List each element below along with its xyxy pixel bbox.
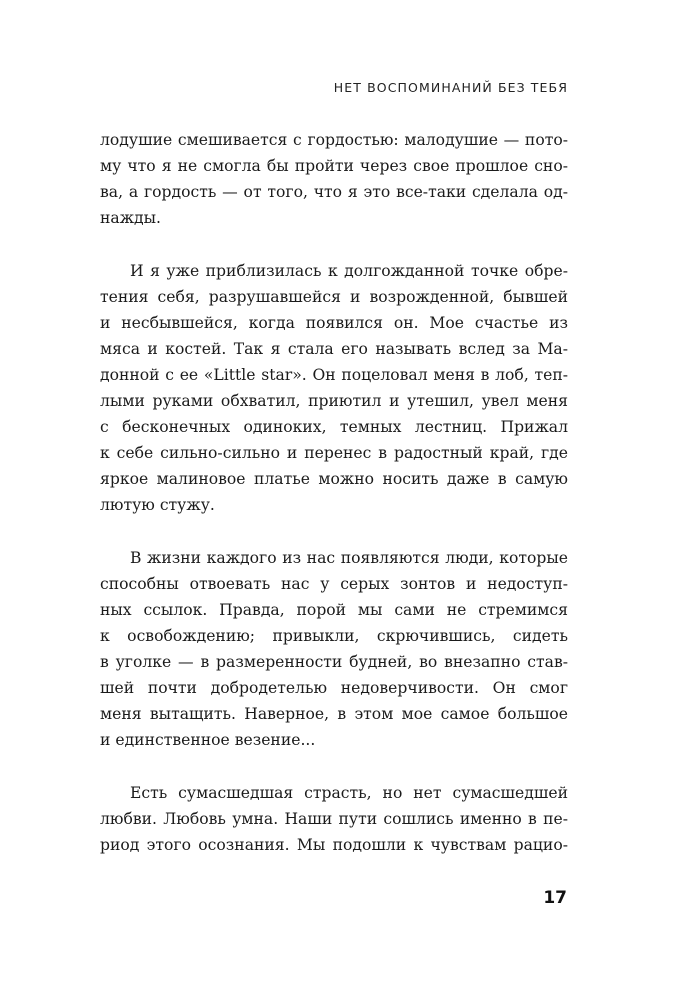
text-line: меня вытащить. Наверное, в этом мое самое большое [100, 705, 568, 723]
text-line: Есть сумасшедшая страсть, но нет сумасшедшей [130, 784, 568, 802]
text-line: способны отвоевать нас у серых зонтов и недоступ- [100, 575, 568, 593]
text-line: В жизни каждого из нас появляются люди, которые [130, 549, 568, 567]
text-line: лютую стужу. [100, 496, 215, 514]
text-line: донной с ее «Little star». Он поцеловал меня в лоб, теп- [100, 366, 568, 384]
text-line: нажды. [100, 209, 162, 227]
text-line: ва, а гордость — от того, что я это все-таки сделала од- [100, 183, 568, 201]
text-line: мяса и костей. Так я стала его называть вслед за Ма- [100, 340, 568, 358]
text-line: и несбывшейся, когда появился он. Мое счастье из [100, 314, 568, 332]
page-number: 17 [543, 888, 567, 908]
text-line: лодушие смешивается с гордостью: малодушие — пото- [100, 131, 568, 149]
text-line: яркое малиновое платье можно носить даже в самую [100, 470, 568, 488]
text-line: лыми руками обхватил, приютил и утешил, увел меня [100, 392, 568, 410]
text-line: к освобождению; привыкли, скрючившись, сидеть [100, 627, 568, 645]
text-line: с бесконечных одиноких, темных лестниц. Прижал [100, 418, 568, 436]
running-header: НЕТ ВОСПОМИНАНИЙ БЕЗ ТЕБЯ [333, 80, 568, 95]
text-line: риод этого осознания. Мы подошли к чувствам рацио- [100, 836, 568, 854]
text-line: к себе сильно-сильно и перенес в радостный край, где [100, 444, 568, 462]
text-line: шей почти добродетелью недоверчивости. Он смог [100, 679, 568, 697]
text-line: му что я не смогла бы пройти через свое прошлое сно- [100, 157, 568, 175]
text-line: тения себя, разрушавшейся и возрожденной, бывшей [100, 288, 568, 306]
text-line: в уголке — в размеренности будней, во внезапно став- [100, 653, 568, 671]
text-line: и единственное везение... [100, 731, 316, 749]
text-line: любви. Любовь умна. Наши пути сошлись именно в пе- [100, 810, 568, 828]
text-line: ных ссылок. Правда, порой мы сами не стремимся [100, 601, 568, 619]
text-line: И я уже приблизилась к долгожданной точке обре- [130, 262, 568, 280]
